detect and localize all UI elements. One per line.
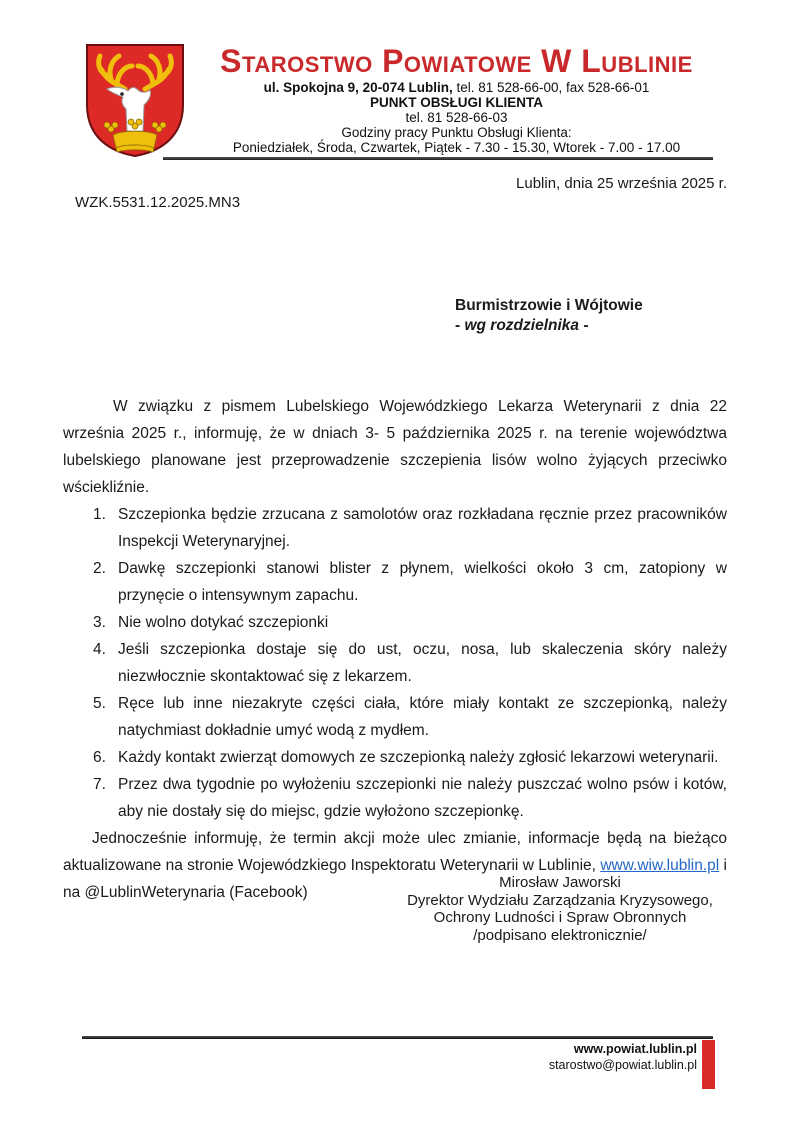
footer-accent-bar (702, 1040, 715, 1089)
intro-paragraph: W związku z pismem Lubelskiego Wojewódzkiego Lekarza Weterynarii z dnia 22 września 2025 r., informuję, że w dniach 3- 5 października 2025 r. na terenie województwa lubelskiego planowane jest przeprowadzenie szczepienia lisów wolno żyjących przeciwko wściekliźnie. (63, 398, 727, 496)
list-item: Nie wolno dotykać szczepionki (118, 614, 329, 631)
closing-text-after: i na @LublinWeterynaria (Facebook) (63, 857, 728, 901)
list-item: Jeśli szczepionka dostaje się do ust, oczu, nosa, lub skaleczenia skóry należy niezwłocznie skontaktować się z lekarzem. (118, 641, 727, 685)
org-phones: tel. 81 528-66-00, fax 528-66-01 (452, 80, 650, 95)
reference-number: WZK.5531.12.2025.MN3 (75, 194, 241, 211)
letter-body (63, 393, 727, 906)
org-title: Starostwo Powiatowe W Lublinie (220, 43, 693, 79)
list-item: Ręce lub inne niezakryte części ciała, które miały kontakt ze szczepionką, należy natychmiast dokładnie umyć wodą z mydłem. (118, 695, 727, 739)
footer-contact (549, 1041, 697, 1073)
service-point-phone: tel. 81 528-66-03 (405, 110, 508, 125)
service-hours-label: Godziny pracy Punktu Obsługi Klienta: (341, 125, 572, 140)
coat-of-arms-icon (85, 43, 185, 158)
signature-method: /podpisano elektronicznie/ (473, 926, 647, 944)
list-item: Szczepionka będzie zrzucana z samolotów oraz rozkładana ręcznie przez pracowników Inspekcji Weterynaryjnej. (118, 506, 727, 550)
signer-title-line1: Dyrektor Wydziału Zarządzania Kryzysowego, (407, 891, 713, 909)
addressee-name: Burmistrzowie i Wójtowie (455, 297, 643, 314)
list-item: Każdy kontakt zwierząt domowych ze szczepionką należy zgłosić lekarzowi weterynarii. (118, 749, 719, 766)
place-and-date: Lublin, dnia 25 września 2025 r. (516, 175, 727, 192)
signer-title-line2: Ochrony Ludności i Spraw Obronnych (433, 909, 687, 926)
org-address: ul. Spokojna 9, 20-074 Lublin, (263, 80, 453, 95)
org-address-line (186, 80, 727, 95)
header-divider (163, 157, 713, 160)
signature-block (405, 874, 715, 944)
signer-name: Mirosław Jaworski (499, 874, 621, 891)
footer-email: starostwo@powiat.lublin.pl (548, 1058, 697, 1072)
service-point-label: PUNKT OBSŁUGI KLIENTA (370, 95, 543, 110)
list-item: Dawkę szczepionki stanowi blister z płynem, wielkości około 3 cm, zatopiony w przynęcie o intensywnym zapachu. (118, 560, 727, 604)
list-item: Przez dwa tygodnie po wyłożeniu szczepionki nie należy puszczać wolno psów i kotów, aby nie dostały się do miejsc, gdzie wyłożono szczepionkę. (118, 776, 727, 820)
letterhead (186, 44, 727, 155)
addressee-block (455, 296, 643, 336)
addressee-distribution: - wg rozdzielnika - (455, 317, 589, 334)
closing-text-before: Jednocześnie informuję, że termin akcji może ulec zmianie, informacje będą na bieżąco aktualizowane na stronie Wojewódzkiego Inspektoratu Weterynarii w Lublinie, (63, 830, 727, 874)
footer-divider (82, 1036, 713, 1039)
footer-website: www.powiat.lublin.pl (573, 1042, 697, 1056)
instructions-list (63, 501, 727, 825)
service-hours-value: Poniedziałek, Środa, Czwartek, Piątek - 7.30 - 15.30, Wtorek - 7.00 - 17.00 (232, 140, 681, 155)
wiw-link[interactable]: www.wiw.lublin.pl (600, 857, 720, 874)
